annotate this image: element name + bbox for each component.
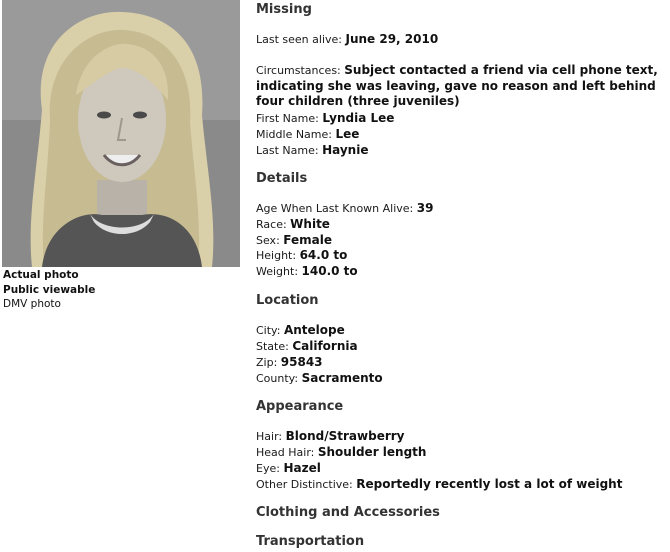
last-name-row: [256, 143, 368, 159]
county-row: [256, 371, 383, 387]
last-seen-value: June 29, 2010: [345, 32, 439, 46]
state-value: California: [292, 339, 358, 353]
county-label: County:: [256, 372, 299, 385]
distinctive-value: Reportedly recently lost a lot of weight: [356, 477, 623, 491]
circumstances-row: [256, 63, 668, 110]
caption-actual-photo: Actual photo: [3, 269, 79, 281]
height-value: 64.0 to: [299, 248, 348, 262]
race-value: White: [290, 217, 330, 231]
middle-name-value: Lee: [335, 127, 360, 141]
city-label: City:: [256, 324, 281, 337]
hair-value: Blond/Strawberry: [285, 429, 405, 443]
head-hair-row: [256, 445, 426, 461]
first-name-label: First Name:: [256, 112, 319, 125]
weight-row: [256, 264, 358, 280]
county-value: Sacramento: [301, 371, 383, 385]
eye-value: Hazel: [283, 461, 321, 475]
age-label: Age When Last Known Alive:: [256, 202, 414, 215]
zip-label: Zip:: [256, 356, 278, 369]
photo-caption: [3, 268, 95, 312]
hair-row: [256, 429, 405, 445]
city-value: Antelope: [283, 323, 345, 337]
last-seen-row: [256, 32, 438, 48]
eye-row: [256, 461, 321, 477]
last-name-value: Haynie: [322, 143, 369, 157]
state-row: [256, 339, 358, 355]
caption-dmv-photo: DMV photo: [3, 298, 61, 310]
eye-label: Eye:: [256, 462, 280, 475]
age-value: 39: [416, 201, 434, 215]
state-label: State:: [256, 340, 289, 353]
sex-label: Sex:: [256, 234, 280, 247]
middle-name-row: [256, 127, 359, 143]
sex-row: [256, 233, 332, 249]
race-row: [256, 217, 330, 233]
section-title-clothing: Clothing and Accessories: [256, 505, 440, 520]
section-title-appearance: Appearance: [256, 399, 344, 414]
section-title-location: Location: [256, 293, 319, 308]
hair-label: Hair:: [256, 430, 283, 443]
circumstances-label: Circumstances:: [256, 64, 341, 77]
middle-name-label: Middle Name:: [256, 128, 332, 141]
last-name-label: Last Name:: [256, 144, 319, 157]
age-row: [256, 201, 433, 217]
section-title-transportation: Transportation: [256, 534, 365, 549]
distinctive-row: [256, 477, 622, 493]
head-hair-value: Shoulder length: [317, 445, 427, 459]
height-label: Height:: [256, 249, 297, 262]
race-label: Race:: [256, 218, 287, 231]
city-row: [256, 323, 345, 339]
zip-value: 95843: [280, 355, 323, 369]
first-name-value: Lyndia Lee: [322, 111, 395, 125]
circumstances-value: Subject contacted a friend via cell phone text, indicating she was leaving, gave no reason and left behind four children (three juveniles): [256, 63, 658, 108]
zip-row: [256, 355, 323, 371]
section-title-missing: Missing: [256, 2, 312, 17]
caption-public-viewable: Public viewable: [3, 283, 96, 296]
section-title-details: Details: [256, 171, 308, 186]
distinctive-label: Other Distinctive:: [256, 478, 353, 491]
last-seen-label: Last seen alive:: [256, 33, 342, 46]
person-photo-icon: [2, 0, 240, 267]
weight-value: 140.0 to: [301, 264, 358, 278]
height-row: [256, 248, 347, 264]
head-hair-label: Head Hair:: [256, 446, 315, 459]
weight-label: Weight:: [256, 265, 299, 278]
sex-value: Female: [283, 233, 332, 247]
first-name-row: [256, 111, 394, 127]
subject-photo[interactable]: [2, 0, 240, 267]
